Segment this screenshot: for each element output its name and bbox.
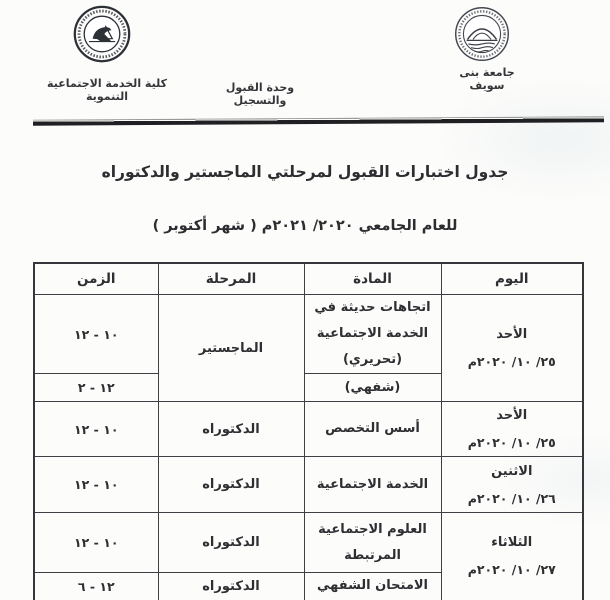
document-subtitle: للعام الجامعي ٢٠٢٠/ ٢٠٢١م ( شهر أكتوبر )	[152, 218, 458, 234]
university-logo-seal	[453, 5, 511, 63]
time-cell: ١٠ - ١٢	[34, 457, 158, 513]
time-cell: ١٢ - ٦	[34, 573, 158, 600]
faculty-name: كلية الخدمة الاجتماعية التنموية	[47, 77, 167, 103]
faculty-logo-seal	[72, 4, 132, 64]
subject-cell: الخدمة الاجتماعية	[304, 457, 441, 513]
col-header-subject: المادة	[304, 263, 441, 295]
subject-line: اتجاهات حديثة في	[314, 300, 431, 315]
subject-cell: الامتحان الشفهي	[304, 573, 441, 600]
day-cell	[441, 457, 583, 513]
stage-cell: الدكتوراه	[158, 573, 304, 600]
subject-line: (تحريري)	[342, 352, 403, 367]
admissions-unit-label: وحدة القبول والتسجيل	[225, 81, 295, 107]
table-header-row	[34, 263, 583, 295]
stage-cell: الماجستير	[158, 295, 304, 402]
subject-cell	[304, 513, 441, 573]
subject-line: المرتبطة	[344, 547, 401, 563]
day-date: ٢٧/ ١٠/ ٢٠٢٠م	[467, 562, 556, 578]
subject-cell: أسس التخصص	[304, 402, 441, 457]
day-name: الأحد	[496, 327, 528, 342]
day-name: الاثنين	[491, 463, 533, 479]
document-title: جدول اختبارات القبول لمرحلتي الماجستير والدكتوراه	[101, 163, 509, 181]
university-name: جامعة بنى سويف	[459, 66, 515, 92]
day-cell	[441, 402, 583, 457]
subject-line: العلوم الاجتماعية	[318, 521, 427, 537]
table-row	[34, 513, 583, 573]
ibis-seal-icon	[72, 4, 132, 64]
exam-schedule-table	[33, 262, 584, 600]
col-header-day: اليوم	[441, 263, 583, 295]
day-name: الأحد	[496, 408, 528, 423]
day-cell	[441, 513, 583, 600]
day-name: الثلاثاء	[491, 535, 533, 551]
time-cell: ١٢ - ٢	[34, 374, 158, 402]
day-date: ٢٦/ ١٠/ ٢٠٢٠م	[467, 490, 556, 506]
time-cell: ١٠ - ١٢	[34, 402, 158, 457]
day-date: ٢٥/ ١٠/ ٢٠٢٠م	[467, 435, 556, 450]
mountain-nile-seal-icon	[453, 5, 511, 63]
subject-line: الخدمة الاجتماعية	[316, 326, 429, 341]
day-date: ٢٥/ ١٠/ ٢٠٢٠م	[467, 354, 556, 369]
stage-cell: الدكتوراه	[158, 402, 304, 457]
stage-cell: الدكتوراه	[158, 457, 304, 513]
subject-cell	[304, 295, 441, 374]
col-header-time: الزمن	[34, 263, 158, 295]
col-header-stage: المرحلة	[158, 263, 304, 295]
day-cell	[441, 295, 583, 402]
table-row	[34, 295, 583, 374]
header-divider-rule	[33, 116, 604, 125]
time-cell: ١٠ - ١٢	[34, 295, 158, 374]
table-row	[34, 402, 583, 457]
table-row	[34, 457, 583, 513]
stage-cell: الدكتوراه	[158, 513, 304, 573]
time-cell: ١٠ - ١٢	[34, 513, 158, 573]
subject-cell: (شفهي)	[304, 374, 441, 402]
